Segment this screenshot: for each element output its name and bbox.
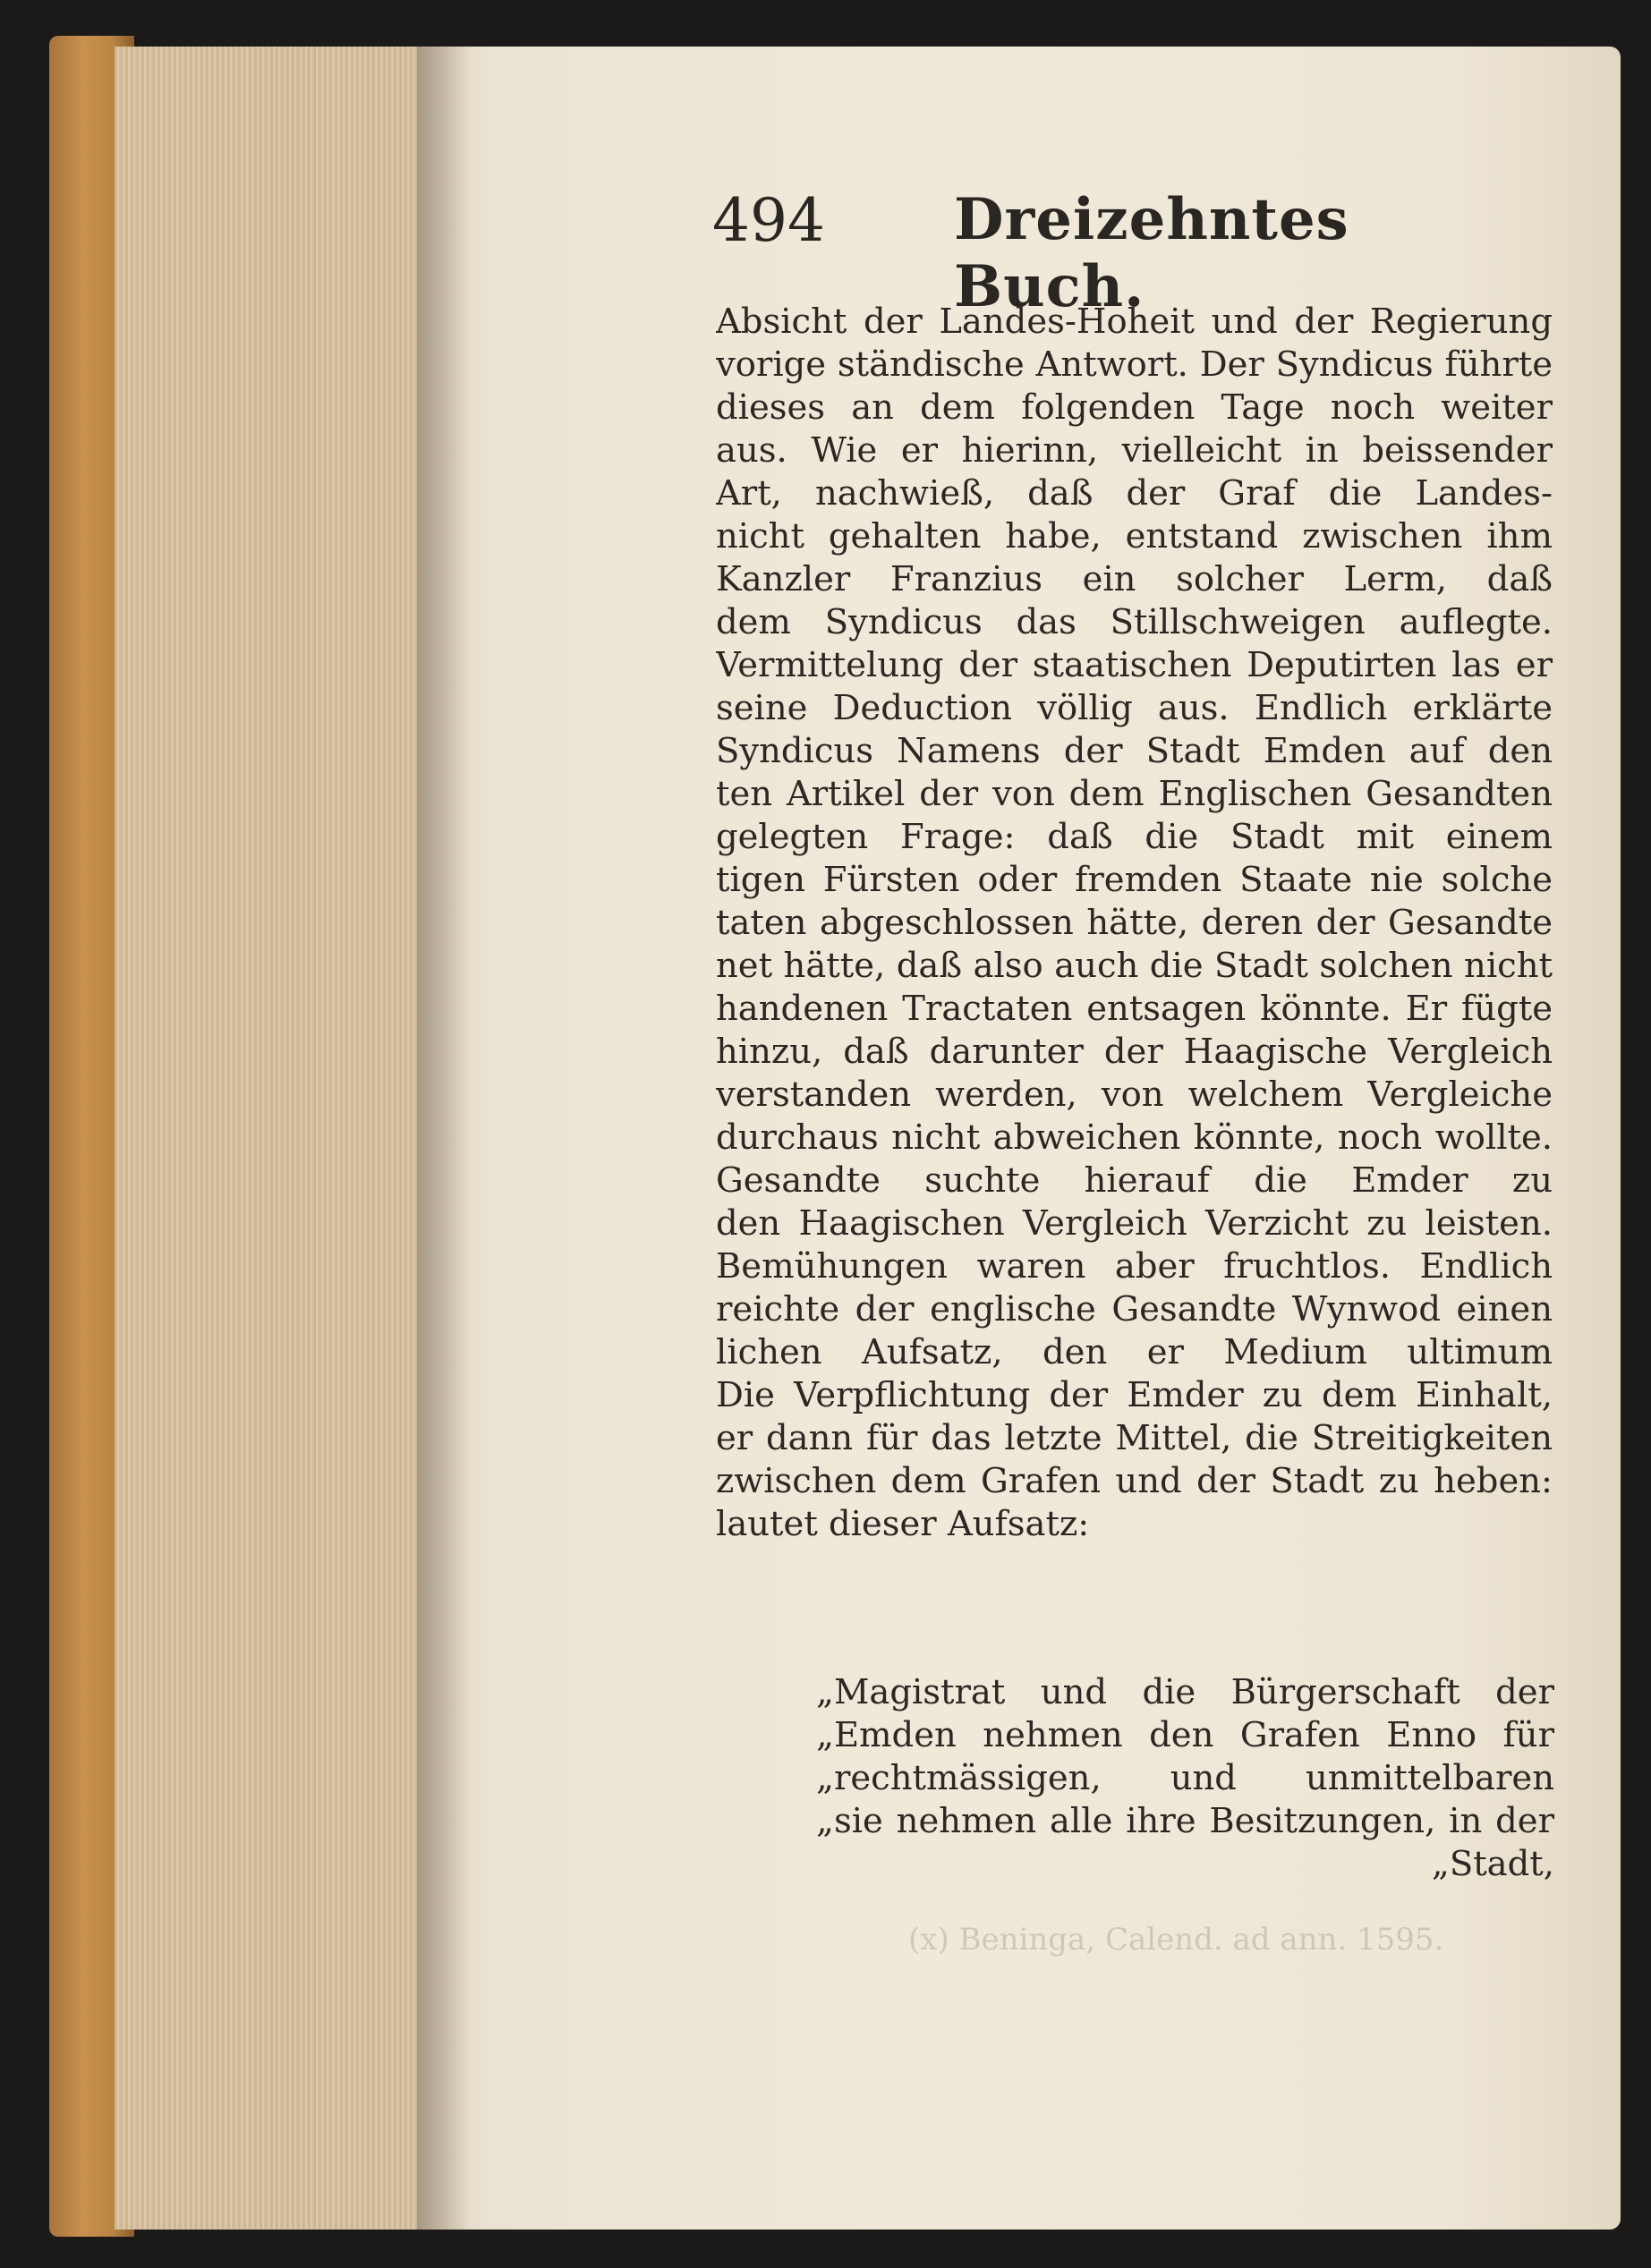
quote-line: „Magistrat und die Bürgerschaft der xyxy=(816,1672,1554,1712)
text-line: den Haagischen Vergleich Verzicht zu leisten. xyxy=(716,1203,1553,1244)
text-line: durchaus nicht abweichen könnte, noch wollte. xyxy=(716,1117,1553,1158)
text-line: aus. Wie er hierinn, vielleicht in beissender xyxy=(716,430,1553,471)
text-line: seine Deduction völlig aus. Endlich erklärte xyxy=(716,688,1553,728)
text-line: Syndicus Namens der Stadt Emden auf den xyxy=(716,731,1553,771)
text-line: net hätte, daß also auch die Stadt solchen nicht xyxy=(716,946,1553,986)
text-line: Gesandte suchte hierauf die Emder zu xyxy=(716,1160,1553,1201)
text-line: ten Artikel der von dem Englischen Gesandten xyxy=(716,774,1553,814)
page-number: 494 xyxy=(712,186,825,255)
quote-line: „Emden nehmen den Grafen Enno für xyxy=(816,1715,1554,1755)
page-block-edges xyxy=(115,47,419,2230)
text-line: gelegten Frage: daß die Stadt mit einem xyxy=(716,817,1553,857)
bleed-through-footnote: (x) Beninga, Calend. ad ann. 1595. xyxy=(908,1922,1444,1958)
text-line: reichte der englische Gesandte Wynwod einen xyxy=(716,1289,1553,1329)
text-line: Bemühungen waren aber fruchtlos. Endlich xyxy=(716,1246,1553,1287)
text-line: Die Verpflichtung der Emder zu dem Einhalt, xyxy=(716,1375,1553,1415)
gutter-shadow xyxy=(417,47,471,2230)
text-line: hinzu, daß darunter der Haagische Vergleich xyxy=(716,1032,1553,1072)
quoted-text xyxy=(816,1671,1554,1886)
quote-line: „rechtmässigen, und unmittelbaren xyxy=(816,1758,1554,1798)
text-line: taten abgeschlossen hätte, deren der Gesandte xyxy=(716,903,1553,943)
text-line: er dann für das letzte Mittel, die Streitigkeiten xyxy=(716,1418,1553,1458)
text-line: zwischen dem Grafen und der Stadt zu heben: xyxy=(716,1461,1553,1501)
text-line: tigen Fürsten oder fremden Staate nie solche xyxy=(716,860,1553,900)
text-line: lichen Aufsatz, den er Medium ultimum xyxy=(716,1332,1553,1372)
quote-line: „sie nehmen alle ihre Besitzungen, in der xyxy=(816,1801,1554,1841)
text-line: verstanden werden, von welchem Vergleiche xyxy=(716,1075,1553,1115)
text-line: Vermittelung der staatischen Deputirten las er xyxy=(716,645,1553,685)
text-line: nicht gehalten habe, entstand zwischen ihm xyxy=(716,516,1553,556)
text-line: lautet dieser Aufsatz: xyxy=(716,1504,1090,1544)
text-line: dieses an dem folgenden Tage noch weiter xyxy=(716,387,1553,428)
text-line: Absicht der Landes-Hoheit und der Regierung xyxy=(716,302,1553,342)
text-line: handenen Tractaten entsagen könnte. Er fügte xyxy=(716,989,1553,1029)
body-text xyxy=(716,301,1553,1546)
text-line: Art, nachwieß, daß der Graf die Landes- xyxy=(716,473,1553,514)
text-line: vorige ständische Antwort. Der Syndicus führte xyxy=(716,344,1553,385)
text-line: dem Syndicus das Stillschweigen auflegte. xyxy=(716,602,1553,642)
page-header xyxy=(712,186,1392,320)
catchword: „Stadt, xyxy=(1431,1844,1554,1884)
running-title: Dreizehntes Buch. xyxy=(954,186,1349,320)
text-line: Kanzler Franzius ein solcher Lerm, daß xyxy=(716,559,1553,599)
